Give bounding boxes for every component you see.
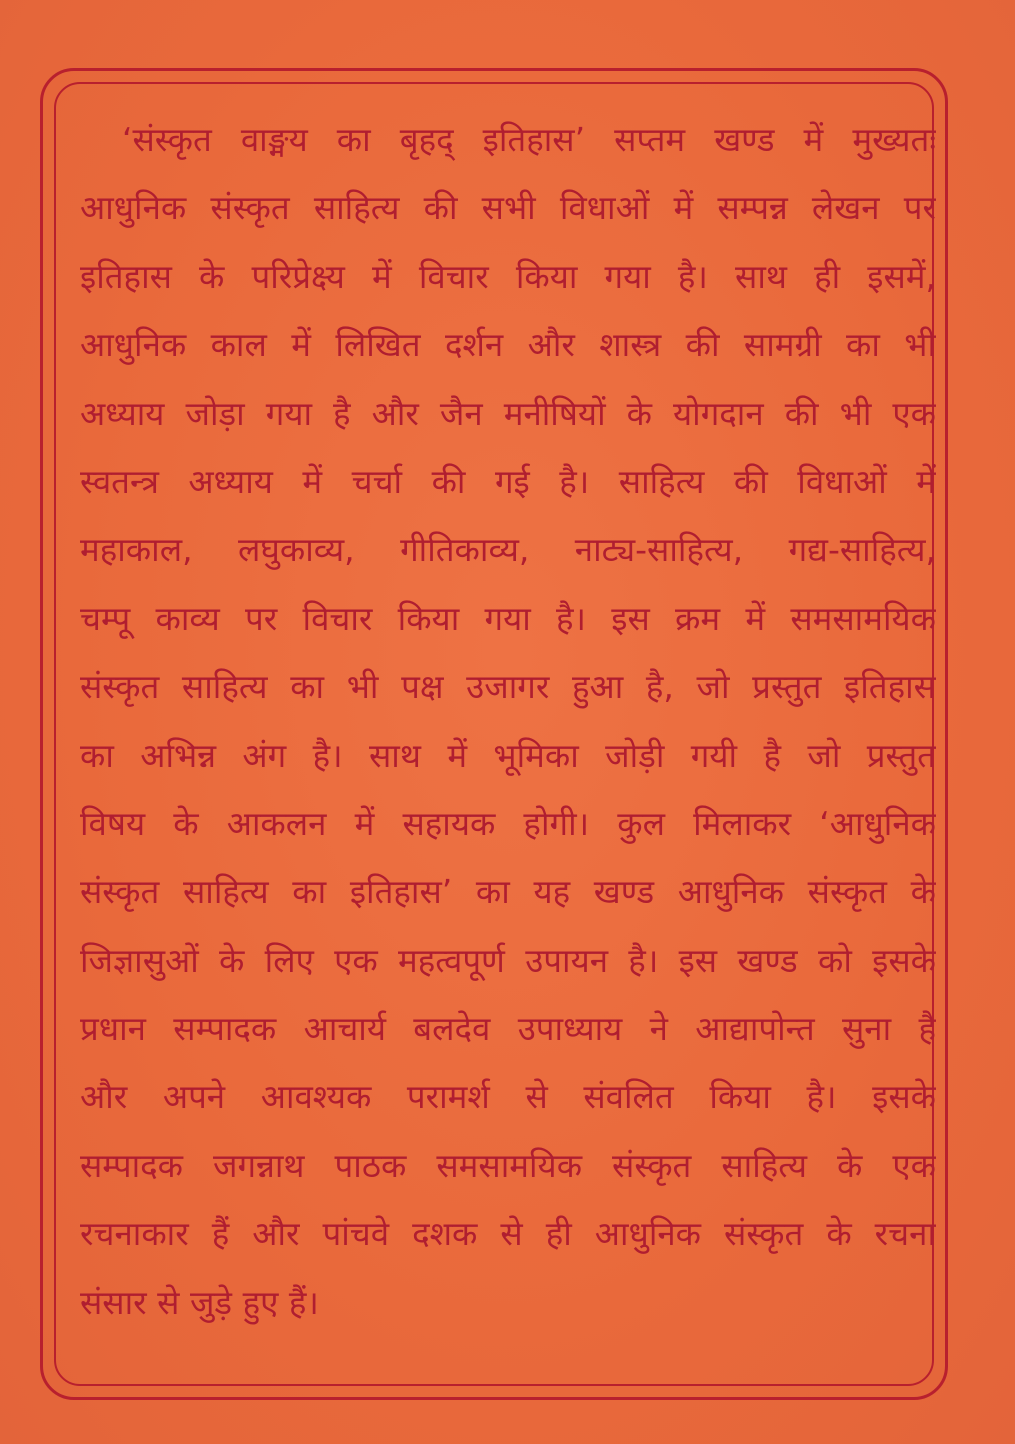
text-line: चम्पू काव्य पर विचार किया गया है। इस क्रम में समसामयिक xyxy=(80,598,936,638)
text-line: संसार से जुड़े हुए हैं। xyxy=(80,1282,319,1322)
text-line: प्रधान सम्पादक आचार्य बलदेव उपाध्याय ने आद्यापोन्त सुना है xyxy=(80,1009,936,1049)
text-line: इतिहास के परिप्रेक्ष्य में विचार किया गया है। साथ ही इसमें, xyxy=(80,256,936,296)
text-line: ‘संस्कृत वाङ्मय का बृहद् इतिहास’ सप्तम खण्ड में मुख्यतः xyxy=(122,120,936,159)
text-line: सम्पादक जगन्नाथ पाठक समसामयिक संस्कृत साहित्य के एक xyxy=(80,1145,936,1185)
text-line: और अपने आवश्यक परामर्श से संवलित किया है। इसके xyxy=(80,1077,936,1117)
text-line: स्वतन्त्र अध्याय में चर्चा की गई है। साहित्य की विधाओं में xyxy=(80,461,936,501)
text-line: संस्कृत साहित्य का इतिहास’ का यह खण्ड आधुनिक संस्कृत के xyxy=(80,872,936,912)
text-line: जिज्ञासुओं के लिए एक महत्वपूर्ण उपायन है। इस खण्ड को इसके xyxy=(80,940,936,980)
text-line: रचनाकार हैं और पांचवे दशक से ही आधुनिक संस्कृत के रचना xyxy=(80,1214,936,1254)
text-line: अध्याय जोड़ा गया है और जैन मनीषियों के योगदान की भी एक xyxy=(80,393,936,433)
description-paragraph xyxy=(80,106,936,1337)
text-line: संस्कृत साहित्य का भी पक्ष उजागर हुआ है, जो प्रस्तुत इतिहास xyxy=(80,667,936,707)
text-line: आधुनिक संस्कृत साहित्य की सभी विधाओं में सम्पन्न लेखन पर xyxy=(80,188,936,228)
text-line: का अभिन्न अंग है। साथ में भूमिका जोड़ी गयी है जो प्रस्तुत xyxy=(80,735,936,775)
text-line: महाकाल, लघुकाव्य, गीतिकाव्य, नाट्य-साहित्य, गद्य-साहित्य, xyxy=(80,530,936,570)
text-line: विषय के आकलन में सहायक होगी। कुल मिलाकर ‘आधुनिक xyxy=(80,803,936,843)
text-line: आधुनिक काल में लिखित दर्शन और शास्त्र की सामग्री का भी xyxy=(80,325,936,365)
